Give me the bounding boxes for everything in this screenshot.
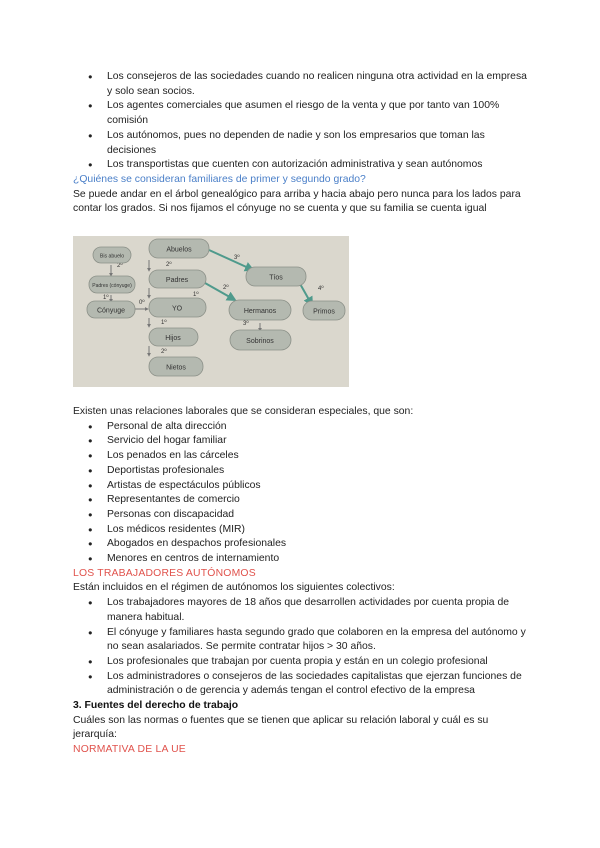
top-list-section bbox=[73, 70, 533, 217]
list-item: ● Personal de alta dirección bbox=[73, 420, 533, 435]
degree-label: 2º bbox=[166, 262, 172, 268]
degree-label: 2º bbox=[161, 349, 167, 355]
list-item: ● El cónyuge y familiares hasta segundo grado que colaboren en la empresa del autónomo y no sean asalariados. Se permite contratar hijos > 30 años. bbox=[73, 626, 533, 655]
list-item: ● Los profesionales que trabajan por cuenta propia y están en un colegio profesional bbox=[73, 655, 533, 670]
autonomos-intro: Están incluidos en el régimen de autónomos los siguientes colectivos: bbox=[73, 582, 395, 594]
node-hijos bbox=[149, 328, 198, 346]
family-tree-diagram bbox=[73, 236, 349, 387]
list-item: ● Deportistas profesionales bbox=[73, 464, 533, 479]
degree-label: 0º bbox=[139, 300, 145, 306]
list-item: ● Representantes de comercio bbox=[73, 493, 533, 508]
degree-label: 1º bbox=[103, 295, 109, 301]
list-item: ● Los penados en las cárceles bbox=[73, 449, 533, 464]
list-item: ● Los transportistas que cuenten con autorización administrativa y sean autónomos bbox=[73, 158, 533, 173]
autonomos-bullet-list bbox=[73, 596, 533, 699]
list-item: ● Artistas de espectáculos públicos bbox=[73, 479, 533, 494]
node-hermanos bbox=[229, 300, 291, 320]
svg-text:Sobrinos: Sobrinos bbox=[246, 338, 274, 345]
special-intro: Existen unas relaciones laborales que se consideran especiales, que son: bbox=[73, 406, 414, 417]
list-item: ● Los trabajadores mayores de 18 años que desarrollen actividades por cuenta propia de manera habitual. bbox=[73, 596, 533, 625]
svg-text:Tíos: Tíos bbox=[269, 274, 283, 282]
svg-text:Padres (cónyuge): Padres (cónyuge) bbox=[92, 283, 132, 289]
svg-text:Cónyuge: Cónyuge bbox=[96, 307, 126, 315]
degree-label: 3º bbox=[243, 321, 249, 327]
special-relations-section bbox=[73, 405, 533, 758]
degree-label: 2º bbox=[223, 285, 229, 291]
list-item: ● Servicio del hogar familiar bbox=[73, 434, 533, 449]
special-bullet-list bbox=[73, 420, 533, 567]
degree-label: 3º bbox=[234, 255, 240, 261]
svg-text:YO: YO bbox=[171, 305, 183, 313]
node-padres-conyuge bbox=[89, 276, 135, 293]
node-conyuge bbox=[87, 301, 135, 318]
svg-text:Bis abuelo: Bis abuelo bbox=[99, 253, 125, 260]
list-item: ● Menores en centros de internamiento bbox=[73, 552, 533, 567]
list-item: ● Los médicos residentes (MIR) bbox=[73, 523, 533, 538]
list-item: ● Los agentes comerciales que asumen el riesgo de la venta y que por tanto van 100% comisión bbox=[73, 99, 533, 128]
section3-title: 3. Fuentes del derecho de trabajo bbox=[73, 700, 239, 712]
node-padres bbox=[149, 270, 206, 288]
node-tios bbox=[246, 267, 306, 286]
question-answer: Se puede andar en el árbol genealógico para arriba y hacia abajo pero nunca para los lados para contar los grados. Si nos fijamos el cónyuge no se cuenta y que su familia se cuenta igual bbox=[73, 188, 521, 215]
svg-text:Primos: Primos bbox=[313, 308, 335, 316]
autonomos-heading: LOS TRABAJADORES AUTÓNOMOS bbox=[73, 567, 256, 579]
list-item: ● Personas con discapacidad bbox=[73, 508, 533, 523]
degree-label: 1º bbox=[161, 320, 167, 326]
svg-text:Hermanos: Hermanos bbox=[243, 308, 277, 315]
list-item: ● Los autónomos, pues no dependen de nadie y son los empresarios que toman las decisiones bbox=[73, 129, 533, 158]
node-yo bbox=[149, 298, 206, 317]
top-bullet-list bbox=[73, 70, 533, 173]
list-item: ● Los consejeros de las sociedades cuando no realicen ninguna otra actividad en la empresa y solo sean socios. bbox=[73, 70, 533, 99]
node-nietos bbox=[149, 357, 203, 376]
node-sobrinos bbox=[230, 330, 291, 350]
svg-text:Nietos: Nietos bbox=[166, 364, 186, 372]
svg-text:Padres: Padres bbox=[165, 277, 189, 284]
section3-text: Cuáles son las normas o fuentes que se tienen que aplicar su relación laboral y cuál es su jerarquía: bbox=[73, 714, 489, 741]
degree-label: 1º bbox=[193, 292, 199, 298]
svg-text:Hijos: Hijos bbox=[165, 335, 181, 342]
node-bis-abuelo bbox=[93, 247, 131, 263]
list-item: ● Los administradores o consejeros de las sociedades capitalistas que ejerzan funciones de administración o de gerencia y además tengan el control efectivo de la empresa bbox=[73, 670, 533, 699]
degree-label: 4º bbox=[318, 286, 324, 292]
svg-text:Abuelos: Abuelos bbox=[166, 246, 192, 254]
node-abuelos bbox=[149, 239, 209, 258]
question-heading: ¿Quiénes se consideran familiares de primer y segundo grado? bbox=[73, 173, 366, 185]
node-primos bbox=[303, 301, 345, 320]
list-item: ● Abogados en despachos profesionales bbox=[73, 537, 533, 552]
degree-label: 2º bbox=[117, 263, 123, 269]
normativa-heading: NORMATIVA DE LA UE bbox=[73, 744, 186, 756]
